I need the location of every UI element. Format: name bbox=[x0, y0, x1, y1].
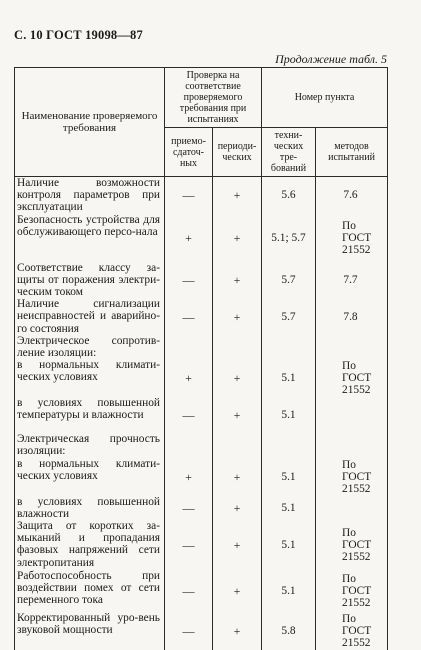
row-acceptance: — bbox=[165, 262, 213, 299]
row-tech-clause: 5.1 bbox=[262, 570, 316, 612]
row-periodic: + bbox=[213, 298, 262, 335]
header-tech-requirements: техни-ческих тре-бований bbox=[262, 128, 316, 177]
requirements-table bbox=[14, 67, 388, 650]
row-tech-clause: 5.7 bbox=[262, 298, 316, 335]
header-test-methods: методов испытаний bbox=[316, 128, 388, 177]
row-requirement: Электрическая прочность изоляции: bbox=[15, 433, 165, 457]
row-tech-clause: 5.1 bbox=[262, 520, 316, 570]
row-test-method: По ГОСТ 21552 bbox=[316, 570, 388, 612]
row-test-method bbox=[316, 433, 388, 457]
header-clause-number: Номер пункта bbox=[262, 68, 388, 128]
table-row bbox=[15, 397, 388, 433]
row-periodic: + bbox=[213, 570, 262, 612]
header-acceptance: приемо-сдаточ-ных bbox=[165, 128, 213, 177]
row-periodic: + bbox=[213, 262, 262, 299]
row-periodic: + bbox=[213, 214, 262, 262]
row-requirement: Соответствие классу за-щиты от поражения электри-ческим током bbox=[15, 262, 165, 299]
row-tech-clause: 5.1 bbox=[262, 359, 316, 397]
row-periodic: + bbox=[213, 458, 262, 496]
row-requirement: в условиях повышенной температуры и влажности bbox=[15, 397, 165, 433]
header-requirement-name: Наименование проверяемого требования bbox=[15, 68, 165, 177]
table-row bbox=[15, 359, 388, 397]
row-periodic: + bbox=[213, 496, 262, 520]
table-row bbox=[15, 335, 388, 359]
row-acceptance: — bbox=[165, 612, 213, 650]
row-test-method: 7.7 bbox=[316, 262, 388, 299]
row-acceptance bbox=[165, 433, 213, 457]
row-acceptance: — bbox=[165, 177, 213, 214]
row-periodic: + bbox=[213, 177, 262, 214]
row-tech-clause: 5.1; 5.7 bbox=[262, 214, 316, 262]
row-acceptance: + bbox=[165, 458, 213, 496]
row-test-method: По ГОСТ 21552 bbox=[316, 520, 388, 570]
row-test-method: По ГОСТ 21552 bbox=[316, 214, 388, 262]
table-row bbox=[15, 570, 388, 612]
header-tested-group: Проверка на соответствие проверяемого требования при испытаниях bbox=[165, 68, 262, 128]
row-periodic bbox=[213, 335, 262, 359]
table-row bbox=[15, 458, 388, 496]
row-acceptance: — bbox=[165, 570, 213, 612]
continuation-label: Продолжение табл. 5 bbox=[275, 52, 387, 66]
table-row bbox=[15, 612, 388, 650]
row-requirement: Наличие сигнализации неисправностей и аварийно-го состояния bbox=[15, 298, 165, 335]
row-acceptance: — bbox=[165, 397, 213, 433]
table-row bbox=[15, 496, 388, 520]
row-periodic bbox=[213, 433, 262, 457]
table-row bbox=[15, 298, 388, 335]
table-row bbox=[15, 433, 388, 457]
row-requirement: Безопасность устройства для обслуживающего персо-нала bbox=[15, 214, 165, 262]
row-periodic: + bbox=[213, 612, 262, 650]
row-requirement: Работоспособность при воздействии помех от сети переменного тока bbox=[15, 570, 165, 612]
row-test-method bbox=[316, 496, 388, 520]
row-periodic: + bbox=[213, 359, 262, 397]
row-test-method: 7.6 bbox=[316, 177, 388, 214]
row-requirement: в нормальных климати-ческих условиях bbox=[15, 359, 165, 397]
row-acceptance: + bbox=[165, 214, 213, 262]
row-tech-clause: 5.7 bbox=[262, 262, 316, 299]
row-tech-clause: 5.8 bbox=[262, 612, 316, 650]
row-periodic: + bbox=[213, 397, 262, 433]
row-periodic: + bbox=[213, 520, 262, 570]
row-requirement: Наличие возможности контроля параметров при эксплуатации bbox=[15, 177, 165, 214]
row-tech-clause bbox=[262, 433, 316, 457]
table-row bbox=[15, 262, 388, 299]
row-tech-clause bbox=[262, 335, 316, 359]
row-tech-clause: 5.1 bbox=[262, 458, 316, 496]
row-requirement: Защита от коротких за-мыканий и пропадания фазовых напряжений сети электропитания bbox=[15, 520, 165, 570]
table-row bbox=[15, 177, 388, 214]
row-requirement: Электрическое сопротив-ление изоляции: bbox=[15, 335, 165, 359]
row-test-method: По ГОСТ 21552 bbox=[316, 612, 388, 650]
row-tech-clause: 5.6 bbox=[262, 177, 316, 214]
requirements-table-container bbox=[14, 67, 387, 650]
table-row bbox=[15, 520, 388, 570]
row-requirement: в условиях повышенной влажности bbox=[15, 496, 165, 520]
row-test-method: По ГОСТ 21552 bbox=[316, 359, 388, 397]
row-test-method bbox=[316, 335, 388, 359]
table-row bbox=[15, 214, 388, 262]
row-acceptance: + bbox=[165, 359, 213, 397]
row-acceptance: — bbox=[165, 520, 213, 570]
row-tech-clause: 5.1 bbox=[262, 496, 316, 520]
row-test-method: По ГОСТ 21552 bbox=[316, 458, 388, 496]
header-periodic: периоди-ческих bbox=[213, 128, 262, 177]
row-test-method: 7.8 bbox=[316, 298, 388, 335]
row-acceptance bbox=[165, 335, 213, 359]
row-requirement: в нормальных климати-ческих условиях bbox=[15, 458, 165, 496]
row-tech-clause: 5.1 bbox=[262, 397, 316, 433]
row-test-method bbox=[316, 397, 388, 433]
row-acceptance: — bbox=[165, 496, 213, 520]
page-header: С. 10 ГОСТ 19098—87 bbox=[14, 28, 143, 42]
row-requirement: Корректированный уро-вень звуковой мощности bbox=[15, 612, 165, 650]
row-acceptance: — bbox=[165, 298, 213, 335]
